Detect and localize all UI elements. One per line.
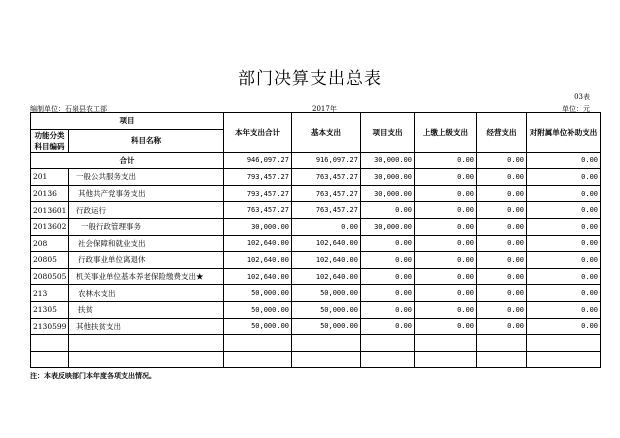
- table-row: [31, 301, 601, 318]
- row-code: 2080505: [31, 268, 69, 285]
- row-value: 0.00: [415, 202, 477, 219]
- row-value: 0.00: [415, 218, 477, 235]
- header-code: 功能分类 科目编码: [31, 129, 69, 152]
- row-code: 201: [31, 169, 69, 186]
- row-code: 2130599: [31, 318, 69, 335]
- blank-cell: [361, 335, 415, 352]
- row-value: 102,640.00: [224, 268, 292, 285]
- row-value: 0.00: [415, 285, 477, 302]
- row-code: 20805: [31, 252, 69, 269]
- header-total: 本年支出合计: [224, 113, 292, 153]
- blank-cell: [69, 351, 224, 368]
- row-value: 102,640.00: [292, 268, 361, 285]
- row-value: 763,457.27: [292, 169, 361, 186]
- row-name: 社会保障和就业支出: [69, 235, 224, 252]
- row-name: 农林水支出: [69, 285, 224, 302]
- row-name: 其他共产党事务支出: [69, 185, 224, 202]
- row-value: 0.00: [527, 202, 601, 219]
- row-value: 0.00: [527, 169, 601, 186]
- blank-cell: [415, 335, 477, 352]
- row-value: 50,000.00: [224, 301, 292, 318]
- row-value: 0.00: [527, 252, 601, 269]
- row-value: 0.00: [527, 301, 601, 318]
- header-upper: 上缴上级支出: [415, 113, 477, 153]
- row-value: 0.00: [361, 235, 415, 252]
- row-value: 30,000.00: [361, 169, 415, 186]
- total-value: 30,000.00: [361, 152, 415, 169]
- blank-cell: [527, 351, 601, 368]
- row-value: 0.00: [361, 252, 415, 269]
- row-value: 30,000.00: [224, 218, 292, 235]
- header-project: 项目支出: [361, 113, 415, 153]
- row-name: 机关事业单位基本养老保险缴费支出★: [69, 268, 224, 285]
- table-row: [31, 185, 601, 202]
- row-name: 其他扶贫支出: [69, 318, 224, 335]
- total-label: 合计: [31, 152, 224, 169]
- row-value: 0.00: [527, 268, 601, 285]
- blank-cell: [31, 351, 69, 368]
- row-name: 扶贫: [69, 301, 224, 318]
- row-name: 行政事业单位离退休: [69, 252, 224, 269]
- row-code: 2013601: [31, 202, 69, 219]
- total-value: 0.00: [527, 152, 601, 169]
- blank-cell: [224, 351, 292, 368]
- row-value: 0.00: [415, 235, 477, 252]
- row-value: 763,457.27: [224, 202, 292, 219]
- blank-row: [31, 351, 601, 368]
- row-code: 208: [31, 235, 69, 252]
- total-row: [31, 152, 601, 169]
- blank-cell: [415, 351, 477, 368]
- row-code: 213: [31, 285, 69, 302]
- table-row: [31, 202, 601, 219]
- row-value: 102,640.00: [224, 235, 292, 252]
- blank-row: [31, 335, 601, 352]
- row-value: 0.00: [415, 318, 477, 335]
- header-name: 科目名称: [69, 129, 224, 152]
- row-value: 0.00: [477, 169, 527, 186]
- row-value: 0.00: [415, 301, 477, 318]
- row-value: 0.00: [292, 218, 361, 235]
- footnote: 注：本表反映部门本年度各项支出情况。: [30, 371, 156, 380]
- row-value: 0.00: [361, 285, 415, 302]
- row-value: 0.00: [361, 268, 415, 285]
- header-operating: 经营支出: [477, 113, 527, 153]
- row-name: 行政运行: [69, 202, 224, 219]
- row-value: 0.00: [477, 301, 527, 318]
- row-value: 0.00: [361, 301, 415, 318]
- total-value: 0.00: [477, 152, 527, 169]
- row-value: 50,000.00: [292, 318, 361, 335]
- row-value: 50,000.00: [224, 285, 292, 302]
- row-value: 0.00: [527, 235, 601, 252]
- row-value: 30,000.00: [361, 185, 415, 202]
- row-value: 0.00: [415, 185, 477, 202]
- table-row: [31, 218, 601, 235]
- row-name: 一般公共服务支出: [69, 169, 224, 186]
- row-value: 0.00: [477, 268, 527, 285]
- blank-cell: [477, 351, 527, 368]
- table-row: [31, 252, 601, 269]
- expenditure-table: [30, 112, 601, 368]
- blank-cell: [361, 351, 415, 368]
- row-value: 763,457.27: [292, 185, 361, 202]
- row-value: 0.00: [527, 185, 601, 202]
- row-code: 2013602: [31, 218, 69, 235]
- blank-cell: [224, 335, 292, 352]
- header-basic: 基本支出: [292, 113, 361, 153]
- row-code: 21305: [31, 301, 69, 318]
- row-value: 0.00: [361, 202, 415, 219]
- row-value: 102,640.00: [292, 235, 361, 252]
- blank-cell: [477, 335, 527, 352]
- blank-cell: [292, 335, 361, 352]
- blank-cell: [527, 335, 601, 352]
- row-code: 20136: [31, 185, 69, 202]
- total-value: 946,097.27: [224, 152, 292, 169]
- row-name: 一般行政管理事务: [69, 218, 224, 235]
- row-value: 793,457.27: [224, 169, 292, 186]
- row-value: 0.00: [527, 285, 601, 302]
- total-value: 0.00: [415, 152, 477, 169]
- row-value: 0.00: [477, 285, 527, 302]
- row-value: 0.00: [477, 318, 527, 335]
- table-row: [31, 169, 601, 186]
- row-value: 0.00: [527, 318, 601, 335]
- row-value: 0.00: [527, 218, 601, 235]
- table-row: [31, 318, 601, 335]
- blank-cell: [69, 335, 224, 352]
- row-value: 763,457.27: [292, 202, 361, 219]
- row-value: 0.00: [477, 235, 527, 252]
- row-value: 793,457.27: [224, 185, 292, 202]
- form-number: 03表: [574, 93, 590, 101]
- row-value: 30,000.00: [361, 218, 415, 235]
- table-row: [31, 235, 601, 252]
- row-value: 0.00: [477, 218, 527, 235]
- row-value: 102,640.00: [224, 252, 292, 269]
- report-title: 部门决算支出总表: [238, 69, 382, 89]
- row-value: 0.00: [415, 169, 477, 186]
- row-value: 0.00: [415, 252, 477, 269]
- blank-cell: [31, 335, 69, 352]
- row-value: 0.00: [477, 202, 527, 219]
- row-value: 50,000.00: [224, 318, 292, 335]
- row-value: 0.00: [415, 268, 477, 285]
- table-row: [31, 285, 601, 302]
- currency-unit: 单位：元: [562, 105, 590, 113]
- header-item: 项目: [31, 113, 224, 130]
- report-year: 2017年: [312, 105, 337, 113]
- table-row: [31, 268, 601, 285]
- row-value: 0.00: [477, 252, 527, 269]
- row-value: 102,640.00: [292, 252, 361, 269]
- row-value: 50,000.00: [292, 285, 361, 302]
- row-value: 50,000.00: [292, 301, 361, 318]
- row-value: 0.00: [477, 185, 527, 202]
- total-value: 916,097.27: [292, 152, 361, 169]
- header-subsidy: 对附属单位补助支出: [527, 113, 601, 153]
- row-value: 0.00: [361, 318, 415, 335]
- blank-cell: [292, 351, 361, 368]
- compiling-unit: 编制单位：石泉县农工部: [30, 105, 107, 113]
